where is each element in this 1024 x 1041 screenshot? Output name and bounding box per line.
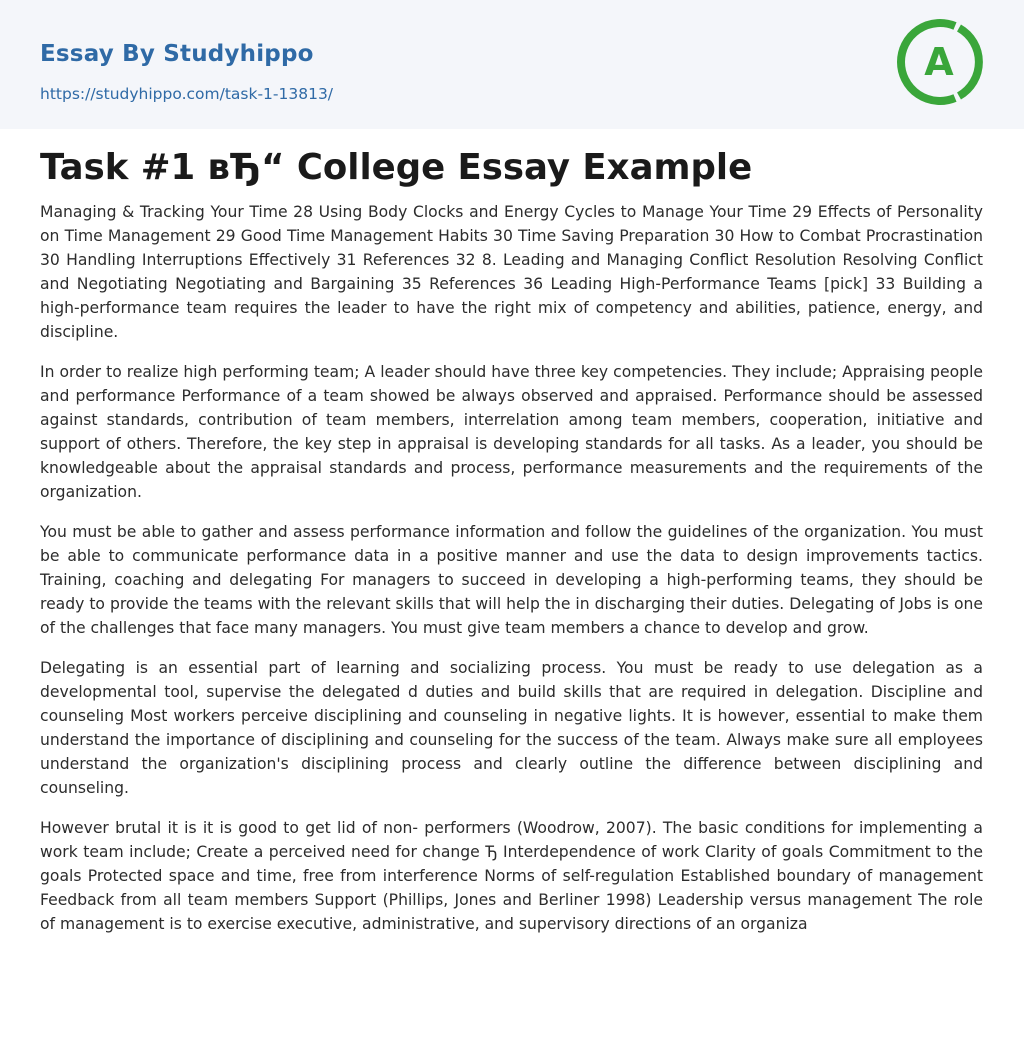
site-brand[interactable]: Essay By Studyhippo [40, 41, 314, 67]
page-title: Task #1 вЂ“ College Essay Example [40, 147, 753, 188]
paragraph-1: Managing & Tracking Your Time 28 Using Body Clocks and Energy Cycles to Manage Your Time 29 Effects of Personality on Time Management 29 Good Time Management Habits 30 Time Saving Preparation 30 How to Combat Procrastination 30 Handling Interruptions Effectively 31 References 32 8. Leading and Managing Conflict Resolution Resolving Conflict and Negotiating Negotiating and Bargaining 35 References 36 Leading High-Performance Teams [pick] 33 Building a high-performance team requires the leader to have the right mix of competency and abilities, patience, energy, and discipline. [40, 203, 983, 341]
paragraph-5: However brutal it is it is good to get lid of non- performers (Woodrow, 2007). The basic conditions for implementing a work team include; Create a perceived need for change Ђ Interdependence of work Clarity of goals Commitment to the goals Protected space and time, free from interference Norms of self-regulation Established boundary of management Feedback from all team members Support (Phillips, Jones and Berliner 1998) Leadership versus management The role of management is to exercise executive, administrative, and supervisory directions of an organiza [40, 819, 983, 933]
page-url-link[interactable]: https://studyhippo.com/task-1-13813/ [40, 85, 334, 103]
logo-letter: A [924, 40, 954, 84]
studyhippo-logo-icon[interactable] [895, 18, 987, 106]
essay-body [40, 200, 983, 952]
paragraph-4: Delegating is an essential part of learning and socializing process. You must be ready to use delegation as a developmental tool, supervise the delegated d duties and build skills that are required in delegation. Discipline and counseling Most workers perceive disciplining and counseling in negative lights. It is however, essential to make them understand the importance of disciplining and counseling for the success of the team. Always make sure all employees understand the organization's disciplining process and clearly outline the difference between disciplining and counseling. [40, 659, 983, 797]
paragraph-2: In order to realize high performing team; A leader should have three key competencies. They include; Appraising people and performance Performance of a team showed be always observed and appraised. Performance should be assessed against standards, contribution of team members, interrelation among team members, cooperation, initiative and support of others. Therefore, the key step in appraisal is developing standards for all tasks. As a leader, you should be knowledgeable about the appraisal standards and process, performance measurements and the requirements of the organization. [40, 363, 983, 501]
paragraph-3: You must be able to gather and assess performance information and follow the guidelines of the organization. You must be able to communicate performance data in a positive manner and use the data to design improvements tactics. Training, coaching and delegating For managers to succeed in developing a high-performing teams, they should be ready to provide the teams with the relevant skills that will help the in discharging their duties. Delegating of Jobs is one of the challenges that face many managers. You must give team members a chance to develop and grow. [40, 523, 983, 637]
